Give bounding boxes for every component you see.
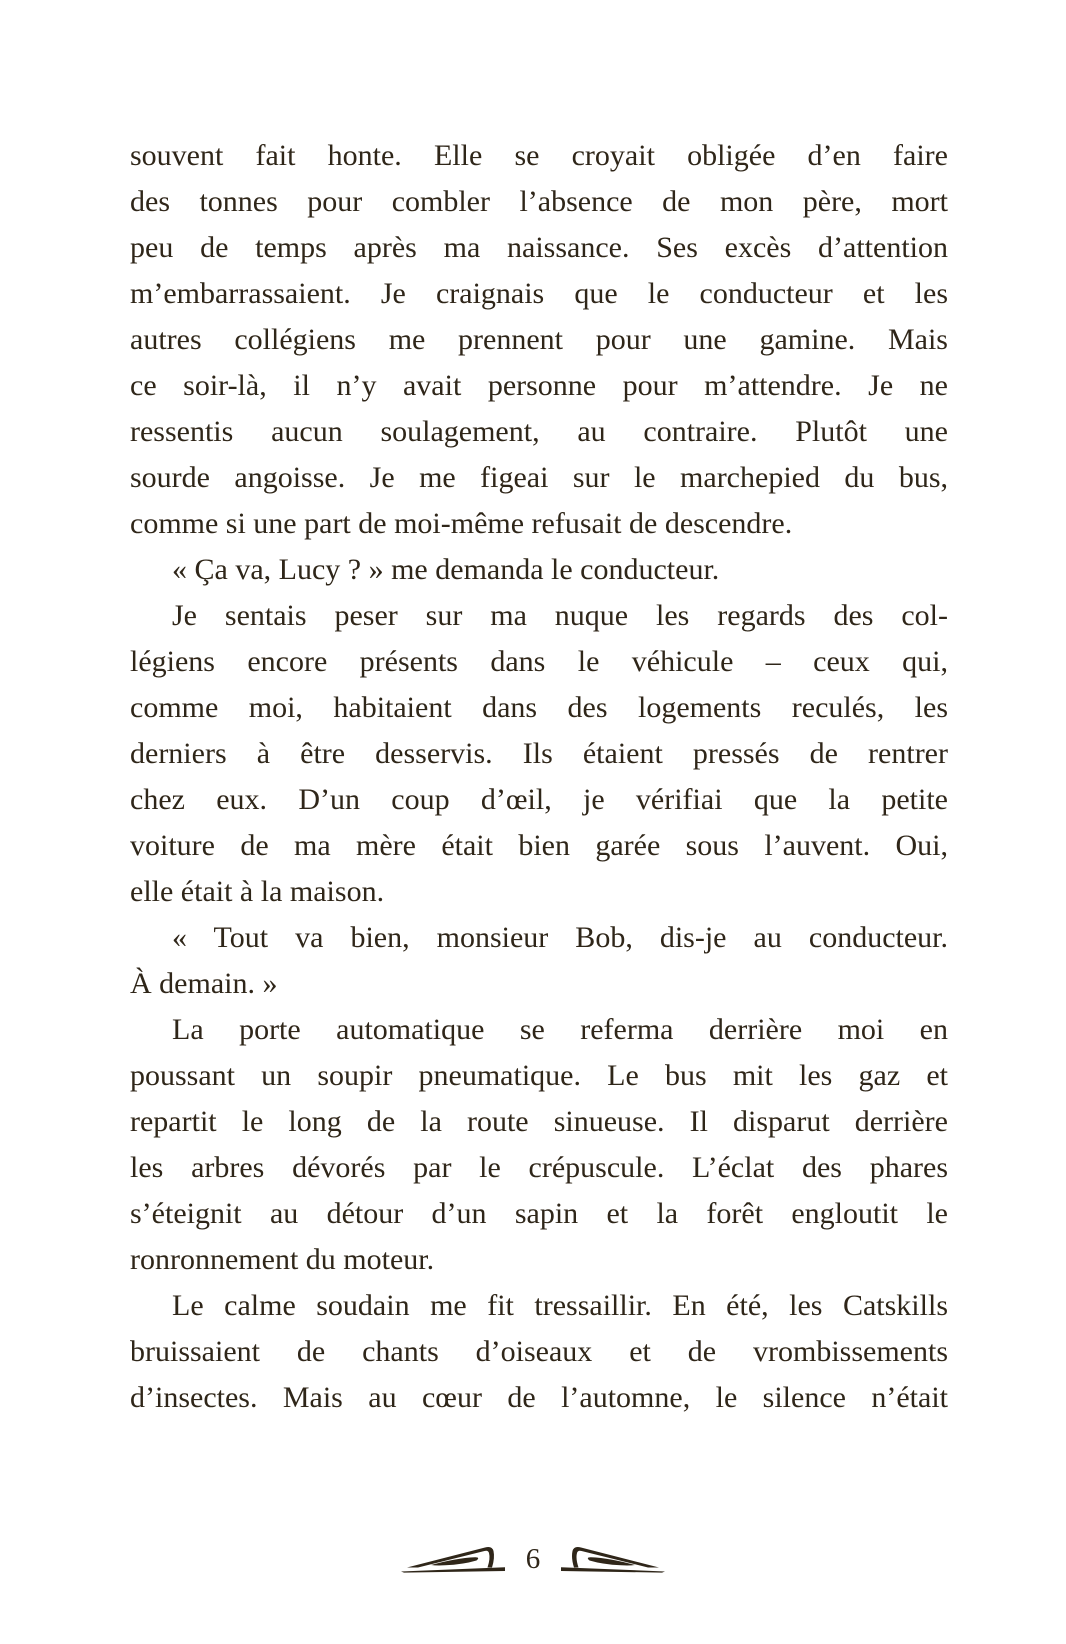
wing-ornament-right-icon (559, 1544, 665, 1574)
text-line: Le calme soudain me fit tressaillir. En été, les Catskills (172, 1289, 948, 1322)
text-line: Je sentais peser sur ma nuque les regards des col- (172, 599, 948, 632)
text-line: les arbres dévorés par le crépuscule. L’éclat des phares (130, 1151, 948, 1184)
text-line: ressentis aucun soulagement, au contraire. Plutôt une (130, 415, 948, 448)
text-line: repartit le long de la route sinueuse. Il disparut derrière (130, 1105, 948, 1138)
text-line: « Ça va, Lucy ? » me demanda le conducteur. (172, 553, 720, 586)
text-line: des tonnes pour combler l’absence de mon père, mort (130, 185, 948, 218)
page-number: 6 (525, 1543, 541, 1575)
wing-ornament-left-icon (401, 1544, 507, 1574)
text-line: ronronnement du moteur. (130, 1243, 435, 1276)
text-line: chez eux. D’un coup d’œil, je vérifiai que la petite (130, 783, 948, 816)
text-line: voiture de ma mère était bien garée sous l’auvent. Oui, (130, 829, 948, 862)
text-line: souvent fait honte. Elle se croyait obligée d’en faire (130, 139, 948, 172)
text-line: sourde angoisse. Je me figeai sur le marchepied du bus, (130, 461, 948, 494)
text-line: « Tout va bien, monsieur Bob, dis-je au conducteur. (172, 921, 948, 954)
text-line: ce soir-là, il n’y avait personne pour m’attendre. Je ne (130, 369, 948, 402)
text-line: À demain. » (130, 967, 278, 1000)
text-line: derniers à être desservis. Ils étaient pressés de rentrer (130, 737, 948, 770)
text-line: d’insectes. Mais au cœur de l’automne, le silence n’était (130, 1381, 948, 1414)
text-line: La porte automatique se referma derrière moi en (172, 1013, 948, 1046)
text-line: peu de temps après ma naissance. Ses excès d’attention (130, 231, 948, 264)
text-line: comme moi, habitaient dans des logements reculés, les (130, 691, 948, 724)
text-line: comme si une part de moi-même refusait de descendre. (130, 507, 793, 540)
text-line: m’embarrassaient. Je craignais que le conducteur et les (130, 277, 948, 310)
text-block (130, 133, 948, 1421)
text-line: légiens encore présents dans le véhicule – ceux qui, (130, 645, 948, 678)
text-line: elle était à la maison. (130, 875, 385, 908)
text-line: poussant un soupir pneumatique. Le bus mit les gaz et (130, 1059, 948, 1092)
text-line: s’éteignit au détour d’un sapin et la forêt engloutit le (130, 1197, 948, 1230)
footer (0, 1538, 1066, 1580)
text-line: autres collégiens me prennent pour une gamine. Mais (130, 323, 948, 356)
text-line: bruissaient de chants d’oiseaux et de vrombissements (130, 1335, 948, 1368)
